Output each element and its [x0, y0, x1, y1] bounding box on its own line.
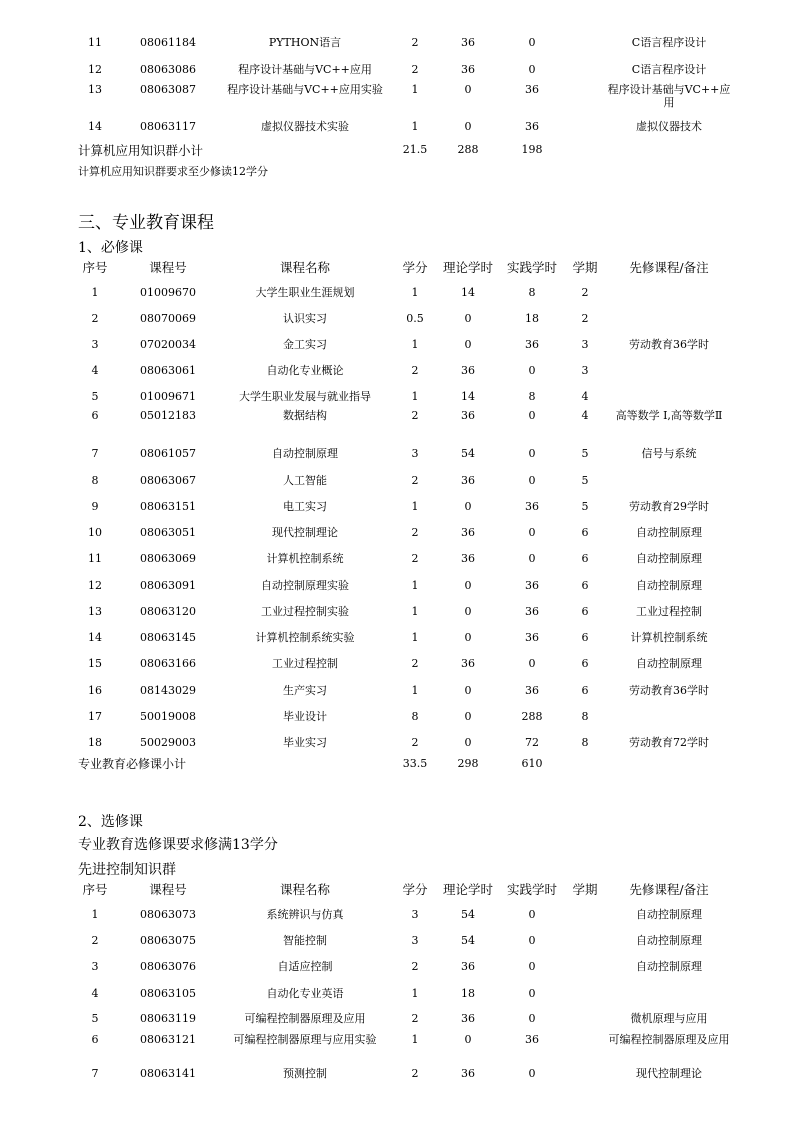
cell-name: 工业过程控制实验: [261, 605, 349, 618]
cell-practice: 0: [528, 1012, 536, 1025]
cell-note: 自动控制原理: [636, 960, 702, 973]
cell-name: 自动化专业英语: [266, 987, 344, 1000]
cell-credit: 2: [411, 526, 419, 539]
cell-theory: 36: [461, 1012, 475, 1025]
required-subtotal-credit: 33.5: [402, 757, 428, 770]
cell-note: 高等数学 Ⅰ,高等数学Ⅱ: [615, 409, 723, 422]
cell-theory: 36: [461, 63, 475, 76]
cell-name: 毕业设计: [283, 710, 327, 723]
required-courses-title: 1、必修课: [78, 240, 143, 256]
cell-term: 2: [581, 312, 589, 325]
cell-credit: 1: [411, 83, 419, 96]
cell-credit: 1: [411, 987, 419, 1000]
cell-no: 4: [91, 364, 99, 377]
cell-credit: 1: [411, 286, 419, 299]
cell-name: 电工实习: [283, 500, 327, 513]
cell-note: 信号与系统: [641, 447, 697, 460]
knowledge-group-title: 先进控制知识群: [78, 862, 176, 878]
top-subtotal-practice: 198: [521, 143, 543, 156]
header-credit: 学分: [402, 260, 428, 275]
cell-no: 3: [91, 960, 99, 973]
cell-name: 可编程控制器原理及应用: [244, 1012, 366, 1025]
cell-no: 1: [91, 286, 99, 299]
cell-credit: 1: [411, 1033, 419, 1046]
cell-code: 50019008: [140, 710, 196, 723]
cell-note: 微机原理与应用: [630, 1012, 708, 1025]
cell-no: 14: [88, 631, 102, 644]
cell-code: 50029003: [140, 736, 196, 749]
header-practice: 实践学时: [506, 882, 557, 897]
top-subtotal-theory: 288: [457, 143, 479, 156]
cell-note: 自动控制原理: [636, 934, 702, 947]
cell-theory: 36: [461, 409, 475, 422]
cell-theory: 54: [461, 447, 475, 460]
cell-no: 4: [91, 987, 99, 1000]
cell-practice: 0: [528, 960, 536, 973]
cell-note: 劳动教育29学时: [629, 500, 709, 513]
cell-theory: 36: [461, 36, 475, 49]
required-subtotal-practice: 610: [521, 757, 543, 770]
cell-theory: 54: [461, 934, 475, 947]
cell-practice: 0: [528, 36, 536, 49]
cell-credit: 3: [411, 447, 419, 460]
cell-no: 7: [91, 1067, 99, 1080]
cell-code: 08063145: [140, 631, 196, 644]
cell-note: C语言程序设计: [631, 36, 707, 49]
cell-name: 金工实习: [283, 338, 327, 351]
cell-note: 计算机控制系统: [630, 631, 708, 644]
cell-term: 6: [581, 605, 589, 618]
cell-credit: 2: [411, 1067, 419, 1080]
cell-term: 4: [581, 409, 589, 422]
cell-credit: 0.5: [406, 312, 424, 325]
cell-no: 9: [91, 500, 99, 513]
cell-note: 自动控制原理: [636, 657, 702, 670]
cell-theory: 0: [464, 500, 472, 513]
cell-no: 18: [88, 736, 102, 749]
cell-code: 08063141: [140, 1067, 196, 1080]
cell-theory: 14: [461, 286, 475, 299]
cell-note: 劳动教育36学时: [629, 338, 709, 351]
cell-practice: 18: [525, 312, 539, 325]
cell-theory: 0: [464, 684, 472, 697]
header-code: 课程号: [149, 882, 187, 897]
header-code: 课程号: [149, 260, 187, 275]
cell-code: 08063061: [140, 364, 196, 377]
cell-no: 11: [88, 36, 102, 49]
cell-theory: 36: [461, 526, 475, 539]
cell-practice: 72: [525, 736, 539, 749]
cell-name: 认识实习: [283, 312, 327, 325]
top-subtotal-credit: 21.5: [402, 143, 428, 156]
header-note: 先修课程/备注: [629, 882, 709, 897]
cell-no: 11: [88, 552, 102, 565]
cell-credit: 1: [411, 390, 419, 403]
cell-term: 5: [581, 447, 589, 460]
cell-practice: 0: [528, 474, 536, 487]
cell-credit: 2: [411, 409, 419, 422]
cell-name: 程序设计基础与VC++应用: [238, 63, 372, 76]
cell-credit: 2: [411, 736, 419, 749]
cell-code: 08063091: [140, 579, 196, 592]
cell-practice: 36: [525, 631, 539, 644]
cell-practice: 0: [528, 987, 536, 1000]
cell-credit: 1: [411, 605, 419, 618]
cell-theory: 14: [461, 390, 475, 403]
cell-no: 12: [88, 579, 102, 592]
cell-code: 08063120: [140, 605, 196, 618]
cell-term: 3: [581, 338, 589, 351]
cell-term: 6: [581, 657, 589, 670]
cell-name: 计算机控制系统实验: [255, 631, 355, 644]
cell-name: 人工智能: [283, 474, 327, 487]
cell-practice: 36: [525, 1033, 539, 1046]
cell-note: 可编程控制器原理及应用: [608, 1033, 730, 1046]
cell-practice: 8: [528, 390, 536, 403]
cell-practice: 36: [525, 500, 539, 513]
cell-note: 自动控制原理: [636, 908, 702, 921]
cell-code: 05012183: [140, 409, 196, 422]
cell-theory: 36: [461, 364, 475, 377]
cell-term: 4: [581, 390, 589, 403]
cell-no: 6: [91, 409, 99, 422]
cell-name: 虚拟仪器技术实验: [261, 120, 349, 133]
cell-name: 可编程控制器原理与应用实验: [233, 1033, 377, 1046]
header-credit: 学分: [402, 882, 428, 897]
cell-code: 08061184: [140, 36, 196, 49]
cell-note: 劳动教育72学时: [629, 736, 709, 749]
cell-theory: 0: [464, 579, 472, 592]
cell-term: 6: [581, 526, 589, 539]
cell-name: 自动化专业概论: [266, 364, 344, 377]
cell-practice: 36: [525, 684, 539, 697]
cell-code: 08063069: [140, 552, 196, 565]
cell-code: 08063119: [140, 1012, 196, 1025]
cell-no: 8: [91, 474, 99, 487]
cell-code: 08063086: [140, 63, 196, 76]
cell-theory: 0: [464, 631, 472, 644]
required-subtotal-theory: 298: [457, 757, 479, 770]
cell-no: 6: [91, 1033, 99, 1046]
cell-credit: 2: [411, 1012, 419, 1025]
cell-theory: 18: [461, 987, 475, 1000]
cell-no: 13: [88, 605, 102, 618]
cell-name: 数据结构: [283, 409, 327, 422]
cell-practice: 0: [528, 447, 536, 460]
cell-name: PYTHON语言: [268, 36, 342, 49]
cell-credit: 2: [411, 474, 419, 487]
cell-theory: 36: [461, 474, 475, 487]
cell-term: 6: [581, 552, 589, 565]
cell-name: 预测控制: [283, 1067, 327, 1080]
header-name: 课程名称: [279, 260, 330, 275]
cell-credit: 2: [411, 960, 419, 973]
cell-theory: 0: [464, 605, 472, 618]
cell-no: 2: [91, 934, 99, 947]
required-subtotal-label: 专业教育必修课小计: [78, 757, 187, 771]
cell-code: 01009671: [140, 390, 196, 403]
cell-no: 3: [91, 338, 99, 351]
cell-practice: 0: [528, 63, 536, 76]
cell-practice: 0: [528, 934, 536, 947]
top-subtotal-label: 计算机应用知识群小计: [78, 143, 204, 158]
cell-term: 6: [581, 631, 589, 644]
cell-note: 程序设计基础与VC++应用: [607, 83, 731, 109]
cell-code: 08063067: [140, 474, 196, 487]
cell-name: 智能控制: [283, 934, 327, 947]
header-term: 学期: [572, 260, 598, 275]
cell-credit: 3: [411, 908, 419, 921]
cell-no: 12: [88, 63, 102, 76]
cell-credit: 3: [411, 934, 419, 947]
cell-practice: 0: [528, 657, 536, 670]
cell-code: 08063117: [140, 120, 196, 133]
cell-credit: 2: [411, 364, 419, 377]
cell-theory: 54: [461, 908, 475, 921]
cell-credit: 2: [411, 36, 419, 49]
cell-no: 17: [88, 710, 102, 723]
cell-code: 08063087: [140, 83, 196, 96]
cell-note: 现代控制理论: [636, 1067, 702, 1080]
cell-theory: 36: [461, 552, 475, 565]
cell-note: 劳动教育36学时: [629, 684, 709, 697]
cell-no: 5: [91, 1012, 99, 1025]
cell-theory: 36: [461, 1067, 475, 1080]
cell-credit: 2: [411, 657, 419, 670]
cell-practice: 36: [525, 605, 539, 618]
cell-theory: 36: [461, 657, 475, 670]
cell-code: 08061057: [140, 447, 196, 460]
cell-practice: 36: [525, 120, 539, 133]
cell-term: 6: [581, 579, 589, 592]
cell-note: C语言程序设计: [631, 63, 707, 76]
cell-name: 自适应控制: [277, 960, 333, 973]
cell-no: 1: [91, 908, 99, 921]
cell-credit: 2: [411, 552, 419, 565]
cell-name: 大学生职业生涯规划: [255, 286, 355, 299]
cell-credit: 2: [411, 63, 419, 76]
cell-name: 程序设计基础与VC++应用实验: [227, 83, 383, 96]
cell-no: 2: [91, 312, 99, 325]
cell-code: 07020034: [140, 338, 196, 351]
cell-practice: 36: [525, 83, 539, 96]
cell-practice: 288: [521, 710, 543, 723]
cell-name: 自动控制原理: [272, 447, 338, 460]
cell-term: 6: [581, 684, 589, 697]
cell-credit: 1: [411, 684, 419, 697]
cell-theory: 0: [464, 312, 472, 325]
cell-credit: 8: [411, 710, 419, 723]
cell-no: 16: [88, 684, 102, 697]
cell-code: 08063076: [140, 960, 196, 973]
cell-theory: 0: [464, 1033, 472, 1046]
cell-no: 14: [88, 120, 102, 133]
cell-name: 系统辨识与仿真: [266, 908, 344, 921]
cell-code: 08063075: [140, 934, 196, 947]
cell-code: 01009670: [140, 286, 196, 299]
cell-note: 自动控制原理: [636, 579, 702, 592]
cell-practice: 0: [528, 552, 536, 565]
header-name: 课程名称: [279, 882, 330, 897]
header-theory: 理论学时: [442, 260, 493, 275]
cell-term: 2: [581, 286, 589, 299]
cell-name: 现代控制理论: [272, 526, 338, 539]
cell-credit: 1: [411, 500, 419, 513]
cell-note: 自动控制原理: [636, 526, 702, 539]
cell-practice: 0: [528, 908, 536, 921]
cell-note: 工业过程控制: [636, 605, 702, 618]
cell-code: 08063051: [140, 526, 196, 539]
cell-term: 3: [581, 364, 589, 377]
cell-theory: 0: [464, 736, 472, 749]
cell-code: 08063151: [140, 500, 196, 513]
cell-no: 7: [91, 447, 99, 460]
cell-code: 08063121: [140, 1033, 196, 1046]
cell-code: 08063073: [140, 908, 196, 921]
cell-credit: 1: [411, 120, 419, 133]
header-practice: 实践学时: [506, 260, 557, 275]
cell-theory: 0: [464, 710, 472, 723]
header-no: 序号: [82, 882, 108, 897]
cell-name: 自动控制原理实验: [261, 579, 349, 592]
cell-code: 08063105: [140, 987, 196, 1000]
cell-term: 8: [581, 736, 589, 749]
elective-courses-title: 2、选修课: [78, 814, 143, 830]
cell-name: 大学生职业发展与就业指导: [239, 390, 371, 403]
cell-code: 08070069: [140, 312, 196, 325]
section-title: 三、专业教育课程: [78, 213, 214, 233]
header-term: 学期: [572, 882, 598, 897]
cell-no: 10: [88, 526, 102, 539]
cell-practice: 0: [528, 364, 536, 377]
cell-practice: 0: [528, 409, 536, 422]
cell-practice: 36: [525, 579, 539, 592]
cell-term: 5: [581, 500, 589, 513]
cell-theory: 0: [464, 83, 472, 96]
cell-theory: 0: [464, 338, 472, 351]
cell-note: 自动控制原理: [636, 552, 702, 565]
cell-name: 工业过程控制: [272, 657, 338, 670]
cell-code: 08063166: [140, 657, 196, 670]
cell-no: 5: [91, 390, 99, 403]
cell-name: 毕业实习: [283, 736, 327, 749]
cell-theory: 0: [464, 120, 472, 133]
header-note: 先修课程/备注: [629, 260, 709, 275]
header-no: 序号: [82, 260, 108, 275]
cell-name: 生产实习: [283, 684, 327, 697]
cell-credit: 1: [411, 338, 419, 351]
elective-requirement: 专业教育选修课要求修满13学分: [78, 837, 278, 853]
cell-no: 15: [88, 657, 102, 670]
cell-practice: 36: [525, 338, 539, 351]
cell-theory: 36: [461, 960, 475, 973]
top-requirement-note: 计算机应用知识群要求至少修读12学分: [78, 165, 268, 178]
cell-term: 5: [581, 474, 589, 487]
cell-code: 08143029: [140, 684, 196, 697]
header-theory: 理论学时: [442, 882, 493, 897]
cell-name: 计算机控制系统: [266, 552, 344, 565]
cell-credit: 1: [411, 579, 419, 592]
cell-note: 虚拟仪器技术: [636, 120, 702, 133]
cell-no: 13: [88, 83, 102, 96]
cell-credit: 1: [411, 631, 419, 644]
cell-practice: 0: [528, 526, 536, 539]
cell-term: 8: [581, 710, 589, 723]
cell-practice: 0: [528, 1067, 536, 1080]
cell-practice: 8: [528, 286, 536, 299]
